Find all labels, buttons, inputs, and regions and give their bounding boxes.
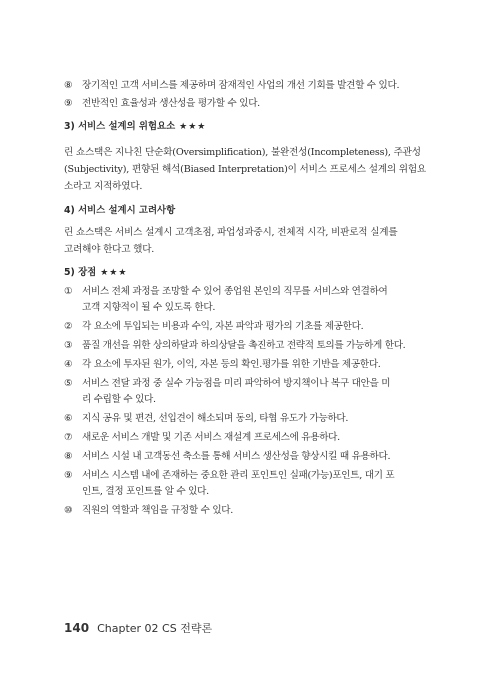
paragraph-line: 린 쇼스택은 지나친 단순화(Oversimplification), 불완전성(Incompleteness), 주관성 bbox=[64, 147, 421, 158]
paragraph-line: 소라고 지적하였다. bbox=[64, 181, 143, 192]
item-text: 새로운 서비스 개발 및 기존 서비스 재설계 프로세스에 유용하다. bbox=[82, 432, 340, 443]
item-text: 서비스 시스템 내에 존재하는 중요한 관리 포인트인 실패(가능)포인트, 대기 포 bbox=[82, 470, 395, 481]
item-text: 각 요소에 투자된 원가, 이익, 자본 등의 확인.평가를 위한 기반을 제공한다. bbox=[82, 359, 381, 370]
item-text: 지식 공유 및 편견, 선입견이 해소되며 동의, 타협 유도가 가능하다. bbox=[82, 413, 349, 424]
section-heading-advantages bbox=[64, 266, 439, 280]
list-item bbox=[64, 96, 439, 112]
importance-stars: ★★★ bbox=[100, 268, 128, 278]
section-heading-risks bbox=[64, 120, 439, 134]
paragraph-line: (Subjectivity), 편향된 해석(Biased Interpretation)이 서비스 프로세스 설계의 위험요 bbox=[64, 164, 426, 175]
paragraph-line: 린 쇼스택은 서비스 설계시 고객초점, 파업성과중시, 전체적 시각, 비판로적 실계를 bbox=[64, 227, 398, 238]
list-item bbox=[64, 78, 439, 94]
list-item bbox=[64, 468, 439, 500]
heading-text: 4) 서비스 설계시 고려사항 bbox=[64, 205, 176, 216]
item-number: ② bbox=[64, 321, 73, 332]
item-text: 서비스 시설 내 고객동선 축소를 통해 서비스 생산성을 향상시킬 때 유용하다. bbox=[82, 451, 391, 462]
list-item bbox=[64, 430, 439, 446]
item-number: ④ bbox=[64, 359, 73, 370]
item-text: 고객 지향적이 될 수 있도록 한다. bbox=[82, 302, 216, 313]
top-list bbox=[64, 78, 439, 112]
page-number: 140 bbox=[64, 621, 90, 635]
heading-text: 3) 서비스 설계의 위험요소 bbox=[64, 121, 176, 132]
item-text: 전반적인 효율성과 생산성을 평가할 수 있다. bbox=[82, 98, 260, 109]
item-text: 품질 개선을 위한 상의하달과 하의상달을 촉진하고 전략적 토의를 가능하게 한다. bbox=[82, 340, 406, 351]
list-item bbox=[64, 319, 439, 335]
item-number: ⑩ bbox=[64, 505, 73, 516]
item-number: ⑤ bbox=[64, 378, 73, 389]
item-text: 직원의 역할과 책임을 규정할 수 있다. bbox=[82, 505, 234, 516]
heading-text: 5) 장점 bbox=[64, 267, 97, 278]
list-item bbox=[64, 411, 439, 427]
item-text: 장기적인 고객 서비스를 제공하며 잠재적인 사업의 개선 기회를 발견할 수 있다. bbox=[82, 80, 400, 91]
item-number: ⑨ bbox=[64, 470, 73, 481]
page-footer bbox=[64, 620, 212, 636]
item-number: ⑧ bbox=[64, 451, 73, 462]
advantages-list bbox=[64, 284, 439, 519]
importance-stars: ★★★ bbox=[179, 122, 207, 132]
item-number: ⑨ bbox=[64, 98, 73, 109]
list-item bbox=[64, 284, 439, 316]
item-number: ⑦ bbox=[64, 432, 73, 443]
list-item bbox=[64, 376, 439, 408]
item-number: ③ bbox=[64, 340, 73, 351]
item-text: 서비스 전체 과정을 조망할 수 있어 종업원 본인의 직무를 서비스와 연결하여 bbox=[82, 286, 388, 297]
section-paragraph-considerations bbox=[64, 224, 439, 258]
item-text: 각 요소에 투입되는 비용과 수익, 자본 파악과 평가의 기초를 제공한다. bbox=[82, 321, 364, 332]
chapter-title: Chapter 02 CS 전략론 bbox=[97, 622, 213, 635]
item-number: ⑥ bbox=[64, 413, 73, 424]
list-item bbox=[64, 503, 439, 519]
list-item bbox=[64, 357, 439, 373]
list-item bbox=[64, 449, 439, 465]
item-text: 인트, 결정 포인트를 알 수 있다. bbox=[82, 486, 209, 497]
item-text: 서비스 전달 과정 중 실수 가능점을 미리 파악하여 방지책이나 복구 대안을 미 bbox=[82, 378, 391, 389]
section-heading-considerations bbox=[64, 204, 439, 218]
section-paragraph-risks bbox=[64, 144, 439, 195]
item-text: 리 수립할 수 있다. bbox=[82, 394, 156, 405]
paragraph-line: 고려해야 한다고 했다. bbox=[64, 244, 155, 255]
item-number: ① bbox=[64, 286, 73, 297]
list-item bbox=[64, 338, 439, 354]
item-number: ⑧ bbox=[64, 80, 73, 91]
